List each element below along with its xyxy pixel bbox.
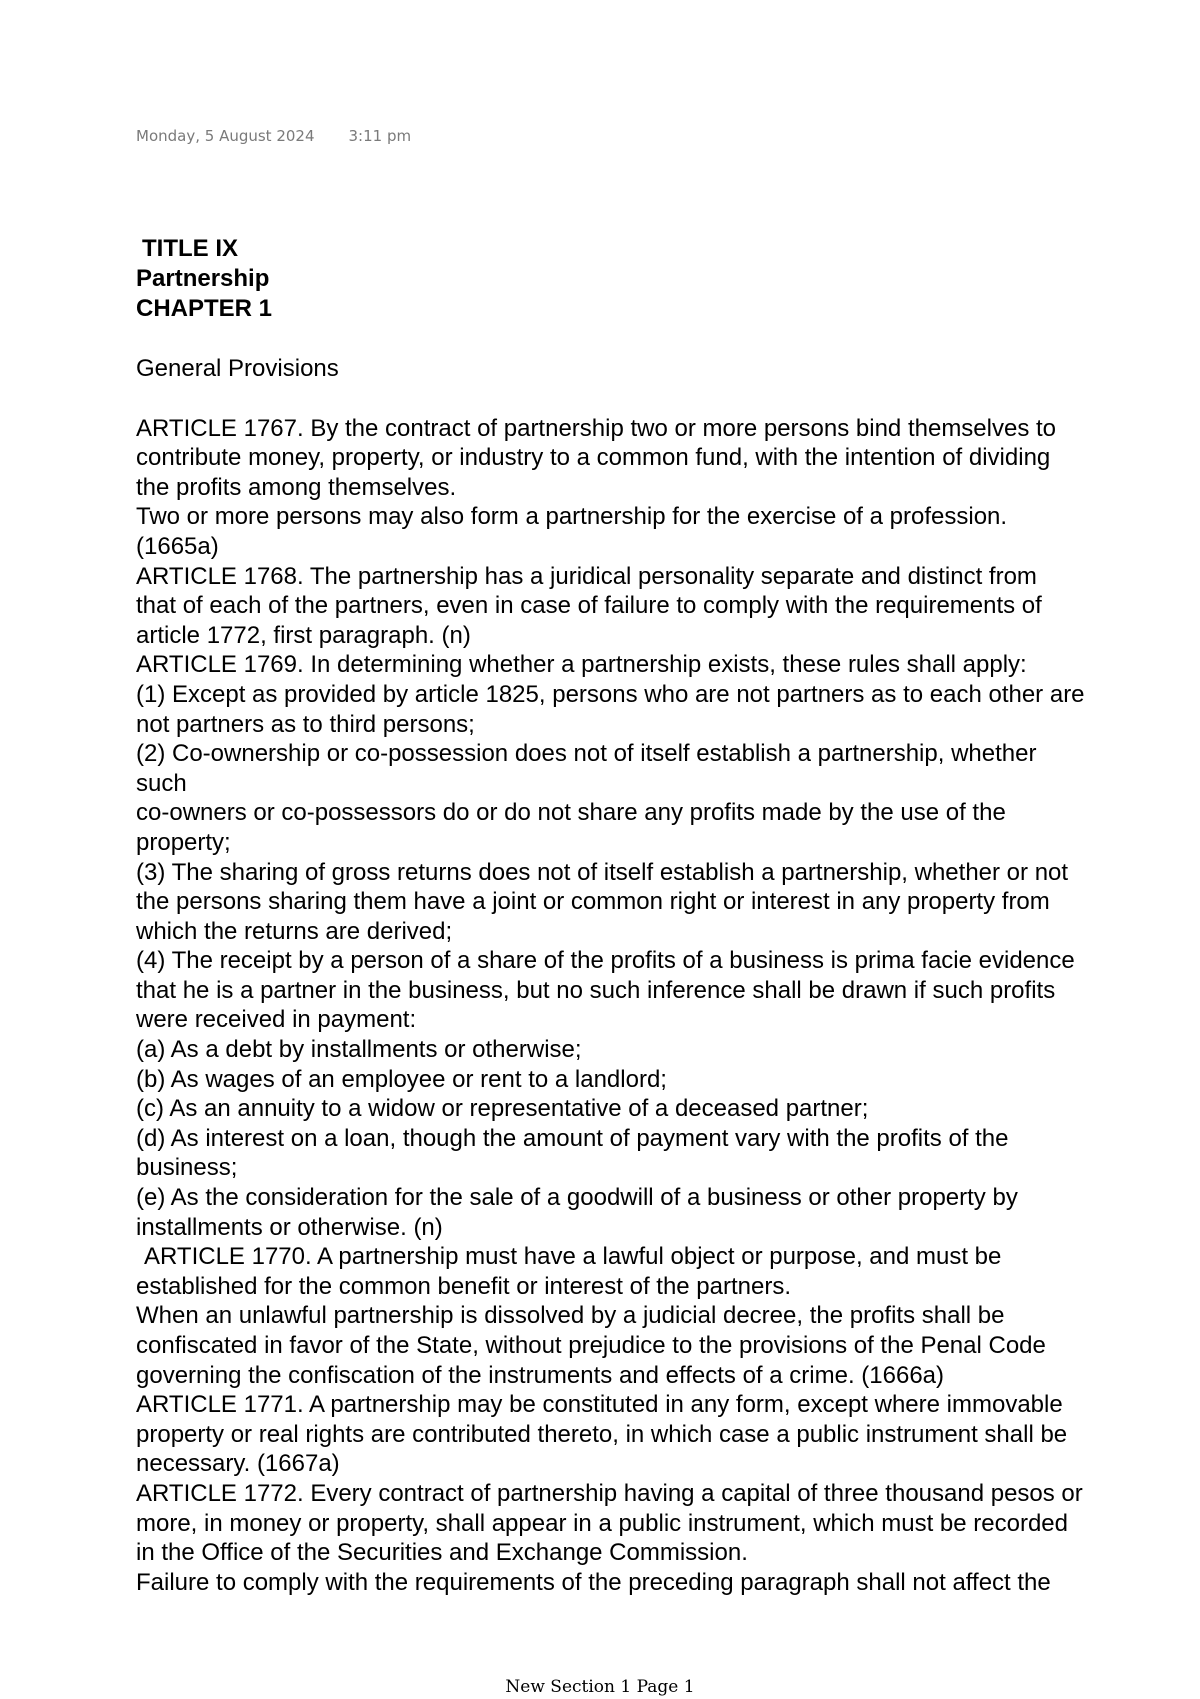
text-line: property or real rights are contributed thereto, in which case a public instrument shall be xyxy=(136,1420,1068,1448)
text-line: ARTICLE 1770. A partnership must have a lawful object or purpose, and must be xyxy=(144,1243,1002,1271)
text-line: (b) As wages of an employee or rent to a landlord; xyxy=(136,1065,667,1093)
title-heading: TITLE IX xyxy=(142,235,238,262)
text-line: which the returns are derived; xyxy=(136,917,453,945)
text-line: more, in money or property, shall appear in a public instrument, which must be recorded xyxy=(136,1509,1069,1537)
text-line: the persons sharing them have a joint or common right or interest in any property from xyxy=(136,888,1050,916)
text-line: such xyxy=(136,769,187,797)
text-line: Two or more persons may also form a partnership for the exercise of a profession. xyxy=(136,503,1008,531)
text-line: (c) As an annuity to a widow or representative of a deceased partner; xyxy=(136,1095,869,1123)
text-line: ARTICLE 1769. In determining whether a partnership exists, these rules shall apply: xyxy=(136,651,1027,679)
text-line: not partners as to third persons; xyxy=(136,710,475,738)
text-line: (d) As interest on a loan, though the amount of payment vary with the profits of the xyxy=(136,1124,1009,1152)
text-line: that of each of the partners, even in case of failure to comply with the requirements of xyxy=(136,592,1042,620)
chapter-heading: CHAPTER 1 xyxy=(136,295,273,322)
page-footer: New Section 1 Page 1 xyxy=(505,1677,695,1697)
text-line: (4) The receipt by a person of a share of the profits of a business is prima facie evidence xyxy=(136,947,1075,975)
text-line: ARTICLE 1767. By the contract of partnership two or more persons bind themselves to xyxy=(136,414,1057,442)
text-line: governing the confiscation of the instruments and effects of a crime. (1666a) xyxy=(136,1361,945,1389)
text-line: co-owners or co-possessors do or do not share any profits made by the use of the xyxy=(136,799,1006,827)
text-line: installments or otherwise. (n) xyxy=(136,1213,443,1241)
text-line: contribute money, property, or industry to a common fund, with the intention of dividing xyxy=(136,444,1051,472)
text-line: business; xyxy=(136,1154,238,1182)
document-body xyxy=(136,234,1186,1597)
page-meta xyxy=(136,127,411,145)
section-heading: General Provisions xyxy=(136,355,339,382)
text-line: When an unlawful partnership is dissolved by a judicial decree, the profits shall be xyxy=(136,1302,1005,1330)
text-line: (1665a) xyxy=(136,532,219,560)
text-line: necessary. (1667a) xyxy=(136,1450,340,1478)
text-line: (e) As the consideration for the sale of a goodwill of a business or other property by xyxy=(136,1184,1018,1212)
text-line: Failure to comply with the requirements of the preceding paragraph shall not affect the xyxy=(136,1568,1051,1596)
text-line: (3) The sharing of gross returns does not of itself establish a partnership, whether or not xyxy=(136,858,1069,886)
text-line: ARTICLE 1772. Every contract of partnership having a capital of three thousand pesos or xyxy=(136,1479,1083,1507)
text-line: in the Office of the Securities and Exchange Commission. xyxy=(136,1539,748,1567)
text-line: (2) Co-ownership or co-possession does not of itself establish a partnership, whether xyxy=(136,740,1037,768)
subject-heading: Partnership xyxy=(136,265,270,292)
text-line: confiscated in favor of the State, without prejudice to the provisions of the Penal Code xyxy=(136,1332,1046,1359)
page-time: 3:11 pm xyxy=(348,127,412,145)
text-line: ARTICLE 1771. A partnership may be constituted in any form, except where immovable xyxy=(136,1391,1063,1419)
text-line: (1) Except as provided by article 1825, persons who are not partners as to each other are xyxy=(136,680,1085,708)
text-line: that he is a partner in the business, but no such inference shall be drawn if such profits xyxy=(136,976,1056,1004)
text-line: the profits among themselves. xyxy=(136,473,457,501)
text-line: article 1772, first paragraph. (n) xyxy=(136,621,471,649)
text-line: (a) As a debt by installments or otherwise; xyxy=(136,1036,582,1064)
text-line: ARTICLE 1768. The partnership has a juridical personality separate and distinct from xyxy=(136,562,1037,590)
blank-line xyxy=(136,384,1186,414)
text-line: established for the common benefit or interest of the partners. xyxy=(136,1272,792,1300)
text-line: were received in payment: xyxy=(136,1006,417,1034)
page-date: Monday, 5 August 2024 xyxy=(136,127,315,145)
text-line: property; xyxy=(136,828,231,856)
